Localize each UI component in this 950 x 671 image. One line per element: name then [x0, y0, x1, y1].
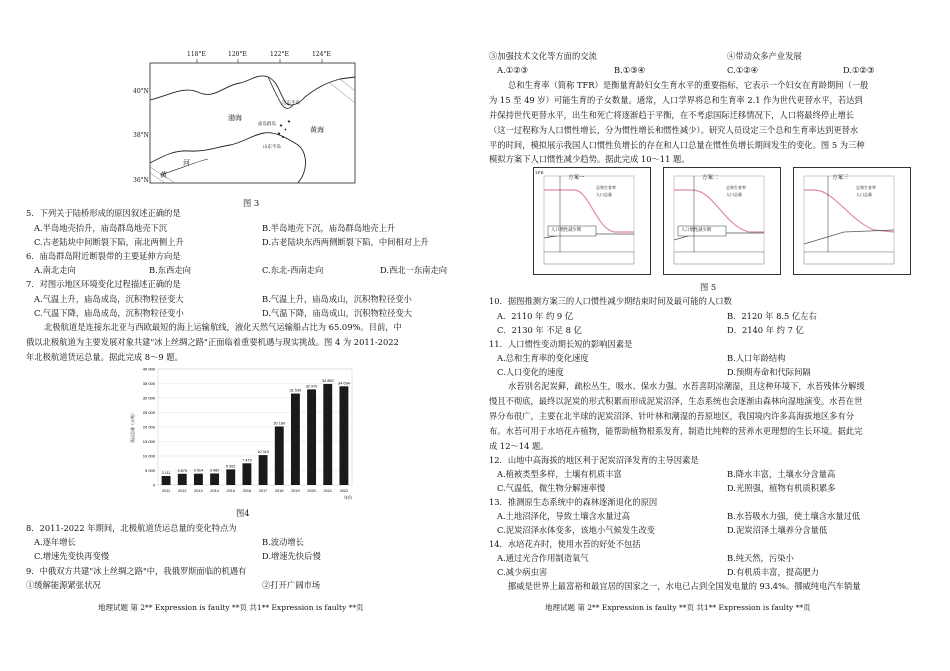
q12-stem: 12．山地中高海拔的地区利于泥炭沼泽发育的主导因素是	[489, 455, 699, 465]
lat-label-38: 38°N	[133, 132, 149, 139]
intro-12-14-line2: 慢且不彻底，最终以泥炭的形式积累而形成泥炭沼泽，生态系统也会逐渐由森林向湿地演变。水苔在世	[489, 396, 863, 406]
bar	[275, 426, 284, 485]
place-huanghai: 黄海	[310, 126, 324, 134]
intro-10-11-line2: 为 15 至 49 岁）可能生育的子女数量。通常，人口学界将总和生育率 2.1 作为世代更替水平，若达到	[489, 95, 863, 105]
q7-option-b: B.气温上升，庙岛成山，沉积物粒径变小	[262, 294, 412, 304]
bar	[242, 463, 251, 485]
fig5-plan2-legend1: 总和生育率	[726, 185, 746, 190]
q5-option-b: B.半岛地壳下沉，庙岛群岛地壳上升	[262, 223, 396, 233]
q10-option-b: B．2120 年 8.5 亿左右	[727, 311, 817, 321]
q9-item-2: ②打开广阔市场	[262, 580, 321, 590]
q14-option-a: A.通过光合作用制造氧气	[497, 553, 589, 563]
fig5-panel-1	[533, 167, 651, 275]
q8-stem: 8．2011-2022 年期间，北极航道货运总量的变化特点为	[26, 523, 237, 533]
population-curve-3	[804, 230, 894, 244]
q5-option-d: D.古老陆块东西两侧断裂下陷，中间相对上升	[262, 237, 429, 247]
fig5-plan1-legend1: 总和生育率	[596, 185, 616, 190]
bar	[339, 386, 348, 485]
fig5-panel-1-plot	[534, 168, 652, 276]
x-tick-label: 2013	[194, 489, 203, 493]
x-tick-label: 2014	[210, 489, 219, 493]
fig5-plan2-legend2: 人口总量	[726, 192, 742, 197]
bar	[259, 455, 268, 485]
q11-option-a: A.总和生育率的变化速度	[497, 353, 589, 363]
lon-label-120: 120°E	[228, 51, 247, 58]
q7-option-d: D.气温下降，庙岛成山，沉积物粒径变大	[262, 308, 413, 318]
y-tick-label: 40 000	[142, 366, 155, 372]
q6-option-d: D.西北一东南走向	[380, 265, 448, 275]
q8-option-d: D.增速先快后慢	[262, 551, 321, 561]
x-tick-label: 2019	[291, 489, 300, 493]
bar	[194, 474, 203, 485]
bar-value-label: 7 479	[242, 458, 252, 463]
q12-option-a: A.植被类型多样，土壤有机质丰富	[497, 469, 622, 479]
bar-value-label: 34 850	[321, 378, 334, 383]
y-tick-label: 15 000	[142, 439, 155, 444]
q13-option-d: D.泥炭沼泽土壤养分含量低	[727, 525, 828, 535]
fig5-plan2-title: 方案二	[702, 175, 719, 181]
q7-option-c: C.气温下降，庙岛成岛，沉积物粒径变小	[34, 308, 184, 318]
bar-value-label: 3 870	[177, 468, 188, 473]
place-river-he: 河	[183, 159, 190, 167]
y-tick-label: 5 000	[144, 468, 155, 473]
q11-stem: 11．人口惯性变动期长短的影响因素是	[489, 339, 633, 349]
intro-10-11-line3: 并保持世代更替水平，出生和死亡将逐渐趋于平衡，在不考虑国际迁移情况下，人口将最终停止增长	[489, 110, 855, 120]
q9-option-d: D.①②③	[843, 65, 875, 75]
q9-item-4: ④带动众多产业发展	[727, 51, 802, 61]
q11-option-c: C.人口变化的速度	[497, 367, 564, 377]
bar	[291, 394, 300, 485]
y-tick-label: 35 000	[142, 381, 155, 386]
q6-option-a: A.南北走向	[34, 265, 76, 275]
y-axis-label: 货运总量（万吨）	[130, 411, 135, 443]
fig5-panel-2	[663, 167, 781, 275]
y-tick-label: 0	[152, 482, 155, 488]
figure-4-caption: 图4	[236, 508, 250, 518]
lat-label-40: 40°N	[133, 88, 149, 95]
fig5-plan1-ylabel: TFR	[535, 170, 544, 175]
bar-value-label: 3 111	[161, 470, 171, 475]
x-tick-label: 2015	[226, 489, 235, 493]
fig5-plan3-legend2: 人口总量	[856, 192, 872, 197]
q6-option-c: C.东北-西南走向	[262, 265, 324, 275]
bar-value-label: 3 982	[209, 468, 220, 473]
x-tick-label: 2012	[178, 489, 187, 493]
q9-option-a: A.①②③	[497, 65, 528, 75]
bar-chart-figure-4	[120, 363, 360, 503]
q14-option-c: C.减少病虫害	[497, 567, 548, 577]
tfr-curve-1	[544, 190, 634, 232]
q14-option-d: D.有机质丰富，提高肥力	[727, 567, 819, 577]
lon-label-118: 118°E	[187, 51, 206, 58]
q13-option-b: B.水苔吸水力强，使土壤含水量过低	[727, 511, 861, 521]
intro-12-14-line5: 成 12～14 题。	[489, 441, 549, 451]
bar	[210, 473, 219, 485]
q9-item-1: ①缓解能源紧张状况	[26, 580, 101, 590]
q14-stem: 14．水培花卉时，使用水苔的好处不包括	[489, 539, 641, 549]
bar	[307, 389, 316, 485]
x-tick-label: 2016	[242, 489, 252, 493]
fig5-plan1-legend2: 人口总量	[596, 192, 612, 197]
intro-12-14-line1: 水苔别名泥炭藓，疏松丛生，吸水、保水力强。水苔喜阴凉潮湿，且这种环境下，水苔残体分解缓	[508, 381, 865, 391]
x-tick-label: 2020	[307, 489, 316, 493]
place-liaodong: 辽东半岛	[282, 101, 300, 106]
intro-8-9-line3: 年北极航道货运总量。据此完成 8～9 题。	[26, 352, 183, 362]
fig5-plan3-title: 方案三	[832, 175, 849, 181]
bar	[226, 469, 235, 485]
q5-stem: 5．下列关于陆桥形成的原因叙述正确的是	[26, 208, 181, 218]
q9-stem: 9．中俄双方共建"冰上丝绸之路"中，我俄罗斯面临的机遇有	[26, 566, 247, 576]
intro-10-11-line5: 平的时间，模拟展示我国人口惯性负增长的存在和人口总量在惯性负增长期间发生的变化。图 5 为三种	[489, 140, 865, 150]
lat-label-36: 36°N	[133, 177, 149, 184]
bar-value-label: 31 530	[289, 388, 302, 393]
q9-option-b: B.①③④	[614, 65, 646, 75]
x-axis-label: 年份	[344, 495, 352, 500]
x-tick-label: 2022	[339, 489, 349, 493]
q12-option-b: B.降水丰富，土壤水分含量高	[727, 469, 836, 479]
q12-option-d: D.光照强，植物有机质积累多	[727, 483, 836, 493]
q13-option-a: A.土地沼泽化，导致土壤含水量过高	[497, 511, 631, 521]
fig5-panel-3-plot	[794, 168, 912, 276]
y-tick-label: 30 000	[142, 395, 155, 401]
q6-stem: 6．庙岛群岛附近断裂带的主要延伸方向是	[26, 251, 181, 261]
q6-option-b: B.东西走向	[149, 265, 191, 275]
fig5-plan1-period: 人口惯性减少期	[551, 228, 582, 233]
y-tick-label: 10 000	[142, 453, 155, 459]
fig5-panel-2-plot	[664, 168, 782, 276]
bar	[162, 476, 171, 485]
q14-option-b: B.纯天然，污染小	[727, 553, 794, 563]
q5-option-a: A.半岛地壳抬升，庙岛群岛地壳下沉	[34, 223, 168, 233]
q10-option-c: C．2130 年 不足 8 亿	[497, 325, 582, 335]
x-tick-label: 2021	[323, 489, 332, 493]
q7-stem: 7．对图示地区环境变化过程描述正确的是	[26, 279, 181, 289]
y-tick-label: 20 000	[142, 424, 155, 430]
fig5-plan1-title: 方案一	[568, 175, 585, 181]
q10-stem: 10．据图推测方案三的人口惯性减少期结束时间及最可能的人口数	[489, 296, 732, 306]
q9-item-3: ③加强技术文化等方面的交流	[489, 51, 597, 61]
q7-option-a: A.气温上升，庙岛成岛，沉积物粒径变大	[34, 294, 184, 304]
q10-option-a: A．2110 年 约 9 亿	[497, 311, 574, 321]
intro-12-14-line3: 界分布很广，主要在北半球的泥炭沼泽、针叶林和潮湿的苔原地区，我国境内许多高海拔地区多有分	[489, 411, 855, 421]
left-footer: 地理试题 第 2** Expression is faulty **页 共1** Expression is faulty **页	[98, 603, 364, 612]
bar-value-label: 34 034	[338, 381, 350, 386]
q13-option-c: C.泥炭沼泽水体变多，该地小气候发生改变	[497, 525, 656, 535]
right-footer: 地理试题 第 2** Expression is faulty **页 共1** Expression is faulty **页	[545, 603, 811, 612]
bar-value-label: 20 180	[273, 421, 286, 426]
bar-value-label: 3 914	[193, 468, 204, 473]
intro-12-14-line4: 布。水苔可用于水培花卉植物，能帮助植物根系发育，制造比纯粹的营养水更理想的生长环境。据此完	[489, 426, 863, 436]
intro-8-9-line1: 北极航道是连接东北亚与西欧最短的海上运输航线，液化天然气运输船占比为 65.09%。目前，中	[44, 322, 402, 332]
bar-value-label: 5 392	[225, 464, 236, 469]
place-shandong: 山东半岛	[263, 145, 281, 150]
q5-option-c: C.古老陆块中间断裂下陷，南北两侧上升	[34, 237, 184, 247]
q13-stem: 13．推测原生态系统中的森林逐渐退化的原因	[489, 497, 658, 507]
q8-option-b: B.波动增长	[262, 537, 304, 547]
q11-option-d: D.预期寿命和代际间隔	[727, 367, 811, 377]
x-tick-label: 2018	[275, 489, 284, 493]
place-miaodao: 庙岛群岛	[258, 122, 276, 127]
y-tick-label: 25 000	[142, 410, 155, 415]
bar	[323, 384, 332, 485]
q11-option-b: B.人口年龄结构	[727, 353, 786, 363]
intro-10-11-line4: （这一过程称为人口惯性增长，分为惯性增长和惯性减少）。研究人员设定三个总和生育率达到更替水	[489, 125, 859, 135]
bar	[178, 474, 187, 485]
fig5-plan2-period: 人口惯性减少期	[681, 228, 712, 233]
q8-option-c: C.增速先变快再变慢	[34, 551, 110, 561]
figure-3-caption: 图 3	[243, 198, 260, 208]
q8-option-a: A.逐年增长	[34, 537, 76, 547]
intro-8-9-line2: 俄以北极航道为主要发展对象共建"冰上丝绸之路"正面临着重要机遇与现实挑战。图 4 为 2011-2022	[26, 337, 399, 347]
tfr-curve-2	[674, 190, 764, 232]
place-river-huang: 黄	[160, 171, 167, 179]
q12-option-c: C.气温低，微生物分解速率慢	[497, 483, 606, 493]
intro-next-line: 挪威是世界上最富裕和最宜居的国家之一，水电已占到全国发电量的 93.4%。挪威纯电汽车销量	[508, 581, 861, 591]
x-tick-label: 2017	[258, 489, 268, 493]
fig5-panel-3	[793, 167, 911, 275]
q10-option-d: D．2140 年 约 7 亿	[727, 325, 804, 335]
figure-5-caption: 图 5	[700, 282, 717, 292]
lon-label-124: 124°E	[312, 51, 331, 58]
right-column	[475, 0, 950, 671]
bar-value-label: 10 310	[257, 450, 269, 455]
bar-value-label: 32 970	[305, 384, 318, 389]
intro-10-11-line1: 总和生育率（简称 TFR）是衡量育龄妇女生育水平的重要指标，它表示一个妇女在育龄期间（一般	[508, 80, 869, 90]
lon-label-122: 122°E	[270, 51, 289, 58]
q9-option-c: C.①②④	[727, 65, 759, 75]
place-bohai: 渤海	[228, 114, 242, 122]
x-tick-label: 2011	[161, 489, 171, 493]
fig5-plan3-legend1: 总和生育率	[856, 185, 876, 190]
intro-10-11-line6: 模拟方案下人口惯性减少趋势。据此完成 10～11 题。	[489, 154, 690, 164]
tfr-curve-3	[804, 190, 894, 232]
